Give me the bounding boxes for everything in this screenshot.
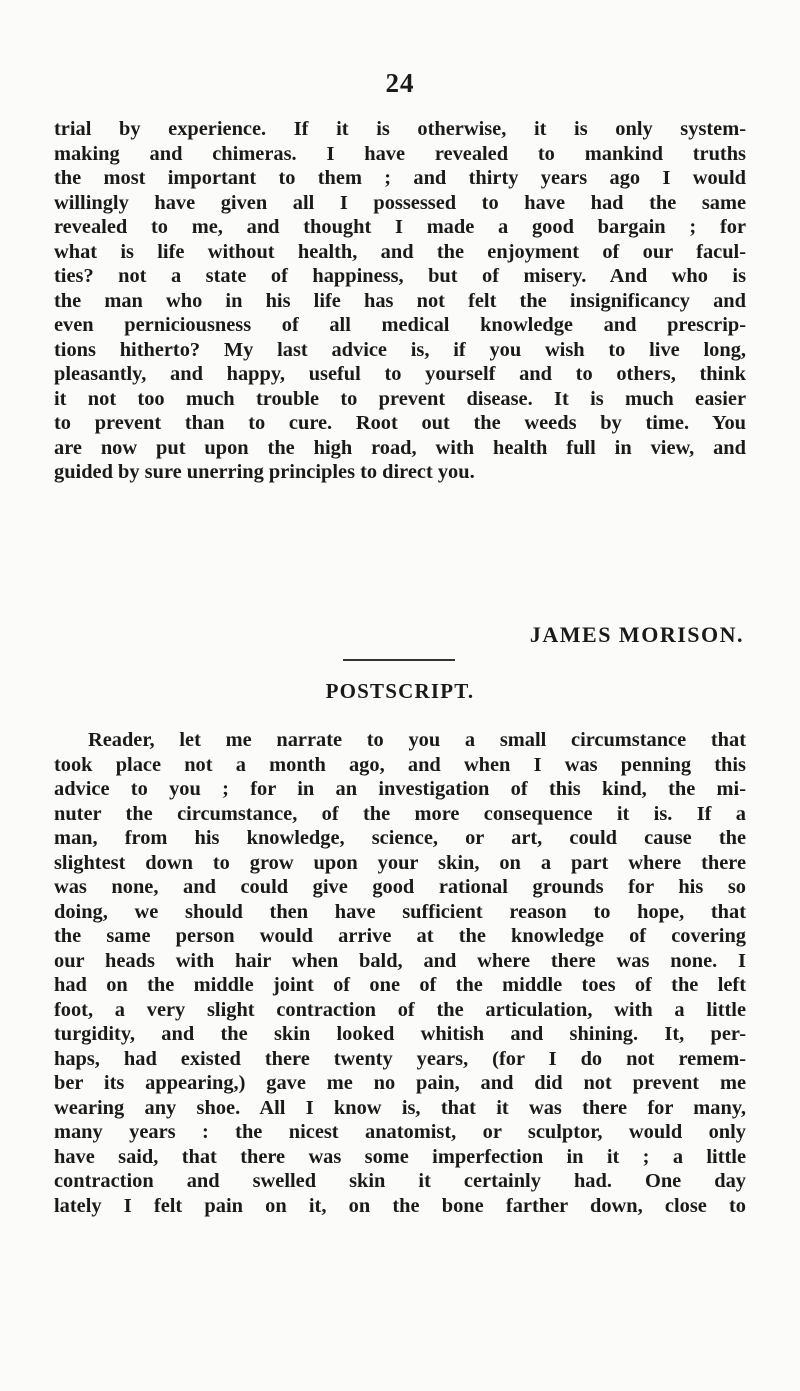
text-line: our heads with hair when bald, and where there was none. I <box>54 949 746 972</box>
text-line: man, from his knowledge, science, or art, could cause the <box>54 827 746 849</box>
text-line: wearing any shoe. All I know is, that it was there for many, <box>54 1096 746 1119</box>
text-line: was none, and could give good rational grounds for his so <box>54 876 746 898</box>
text-line: haps, had existed there twenty years, (for I do not remem- <box>54 1047 746 1070</box>
text-line: the most important to them ; and thirty years ago I would <box>54 167 746 189</box>
section-divider <box>343 659 455 661</box>
text-line: doing, we should then have sufficient reason to hope, that <box>54 900 746 923</box>
text-line: the same person would arrive at the knowledge of covering <box>54 925 746 947</box>
text-line: making and chimeras. I have revealed to mankind truths <box>54 142 746 165</box>
text-line: ber its appearing,) gave me no pain, and did not prevent me <box>54 1072 746 1094</box>
text-line: what is life without health, and the enjoyment of our facul- <box>54 240 746 263</box>
text-line: have said, that there was some imperfection in it ; a little <box>54 1145 746 1168</box>
text-line: trial by experience. If it is otherwise, it is only system- <box>54 118 746 140</box>
paragraph-advice <box>54 117 746 485</box>
text-line: it not too much trouble to prevent disease. It is much easier <box>54 387 746 410</box>
text-line: many years : the nicest anatomist, or sculptor, would only <box>54 1121 746 1143</box>
text-line: to prevent than to cure. Root out the weeds by time. You <box>54 412 746 434</box>
text-line: foot, a very slight contraction of the articulation, with a little <box>54 998 746 1021</box>
text-line: even perniciousness of all medical knowledge and prescrip- <box>54 314 746 336</box>
text-line: slightest down to grow upon your skin, on a part where there <box>54 851 746 874</box>
signature: JAMES MORISON. <box>529 622 744 647</box>
text-line: revealed to me, and thought I made a good bargain ; for <box>54 216 746 238</box>
paragraph-postscript <box>54 728 746 1218</box>
text-line: nuter the circumstance, of the more consequence it is. If a <box>54 802 746 825</box>
page-number: 24 <box>385 68 415 98</box>
text-line: guided by sure unerring principles to direct you. <box>54 461 475 483</box>
text-line: willingly have given all I possessed to have had the same <box>54 191 746 214</box>
text-line: contraction and swelled skin it certainly had. One day <box>54 1170 746 1192</box>
text-line: are now put upon the high road, with health full in view, and <box>54 436 746 459</box>
text-line: advice to you ; for in an investigation of this kind, the mi- <box>54 778 746 800</box>
text-line: Reader, let me narrate to you a small circumstance that <box>88 729 746 751</box>
text-line: the man who in his life has not felt the insignificancy and <box>54 289 746 312</box>
text-line: took place not a month ago, and when I was penning this <box>54 753 746 776</box>
section-title: POSTSCRIPT. <box>325 679 475 703</box>
text-line: ties? not a state of happiness, but of misery. And who is <box>54 265 746 287</box>
text-line: lately I felt pain on it, on the bone farther down, close to <box>54 1194 746 1217</box>
text-line: pleasantly, and happy, useful to yourself and to others, think <box>54 363 746 385</box>
text-line: tions hitherto? My last advice is, if you wish to live long, <box>54 338 746 361</box>
text-line: turgidity, and the skin looked whitish and shining. It, per- <box>54 1023 746 1045</box>
text-line: had on the middle joint of one of the middle toes of the left <box>54 974 746 996</box>
